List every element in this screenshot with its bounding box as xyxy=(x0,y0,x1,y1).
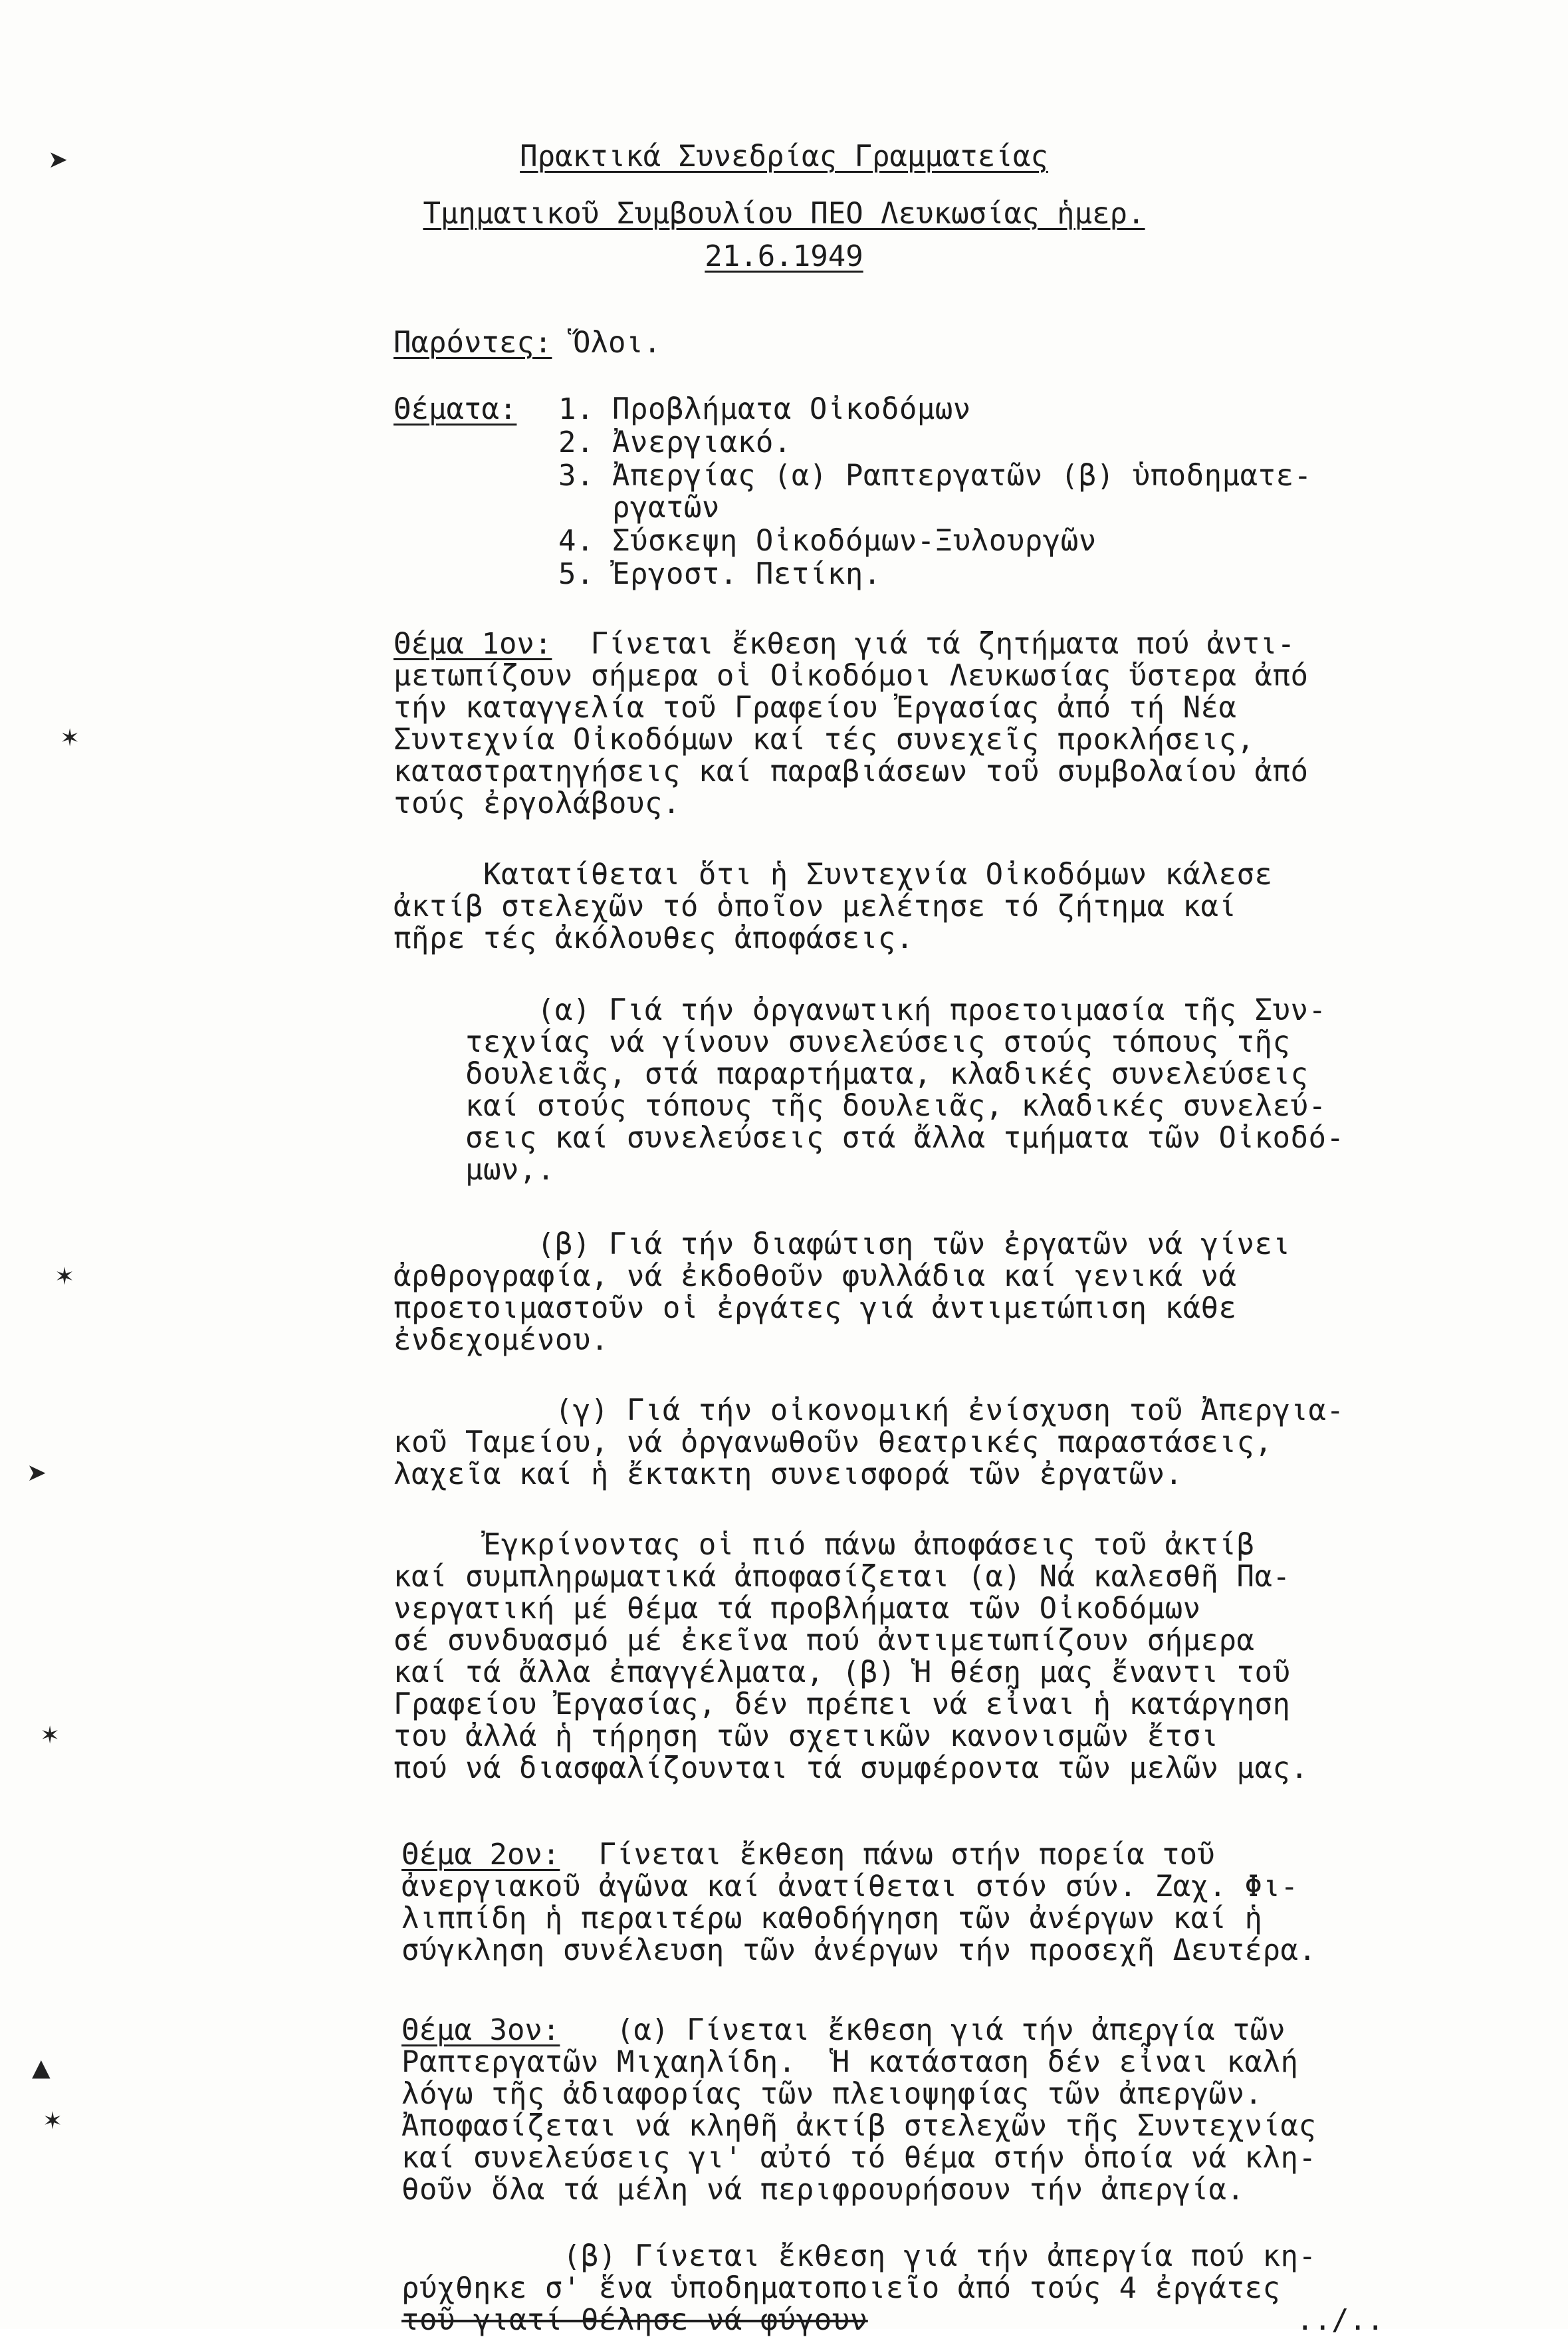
theme1-decision-line: του ἀλλά ἡ τήρηση τῶν σχετικῶν κανονισμῶν ἔτσι xyxy=(393,1719,1219,1753)
theme1-decision-line: Γραφείου Ἐργασίας, δέν πρέπει νά εἶναι ἡ κατάργηση xyxy=(393,1687,1291,1721)
theme1-para-b-line: (β) Γιά τήν διαφώτιση τῶν ἐργατῶν νά γίνει xyxy=(393,1227,1291,1261)
topic-item: 5. Ἐργοστ. Πετίκη. xyxy=(558,557,881,591)
theme1-para2-line: πῆρε τές ἀκόλουθες ἀποφάσεις. xyxy=(393,922,914,955)
theme1-decision-line: Ἐγκρίνοντας οἱ πιό πάνω ἀποφάσεις τοῦ ἀκτίβ xyxy=(393,1528,1255,1562)
theme1-para-a-line: (α) Γιά τήν ὀργανωτική προετοιμασία τῆς Συν- xyxy=(393,993,1327,1027)
topic-item: 2. Ἀνεργιακό. xyxy=(558,426,792,459)
theme1-line: Γίνεται ἔκθεση γιά τά ζητήματα πού ἀντι- xyxy=(573,627,1295,661)
theme2-line: ἀνεργιακοῦ ἀγῶνα καί ἀνατίθεται στόν σύν. Ζαχ. Φι- xyxy=(401,1870,1299,1904)
theme2-line: σύγκληση συνέλευση τῶν ἀνέργων τήν προσεχῆ Δευτέρα. xyxy=(401,1933,1317,1967)
topic-item: 3. Ἀπεργίας (α) Ραπτεργατῶν (β) ὑποδηματε- xyxy=(558,459,1312,493)
theme1-decision-line: πού νά διασφαλίζουνται τά συμφέροντα τῶν μελῶν μας. xyxy=(393,1751,1309,1785)
theme1-para-c-line: κοῦ Ταμείου, νά ὀργανωθοῦν θεατρικές παραστάσεις, xyxy=(393,1425,1273,1459)
theme1-para2-line: Κατατίθεται ὅτι ἡ Συντεχνία Οἰκοδόμων κάλεσε xyxy=(393,858,1273,892)
theme1-para-a-line: τεχνίας νά γίνουν συνελεύσεις στούς τόπους τῆς xyxy=(393,1025,1291,1059)
scan-speck: ✶ xyxy=(43,2108,63,2135)
topics-label: Θέματα: xyxy=(393,392,517,426)
theme3-line: Ραπτεργατῶν Μιχαηλίδη. Ἡ κατάσταση δέν εἶναι καλή xyxy=(401,2045,1299,2079)
scan-speck: ✶ xyxy=(60,725,80,752)
topic-item: 4. Σύσκεψη Οἰκοδόμων-Ξυλουργῶν xyxy=(558,524,1097,558)
struck-out-line: τοῦ γιατί θέλησε νά φύγουν xyxy=(401,2303,868,2337)
theme1-para-c-line: λαχεῖα καί ἡ ἔκτακτη συνεισφορά τῶν ἐργατῶν. xyxy=(393,1457,1183,1491)
theme1-para-c-line: (γ) Γιά τήν οἰκονομική ἐνίσχυση τοῦ Ἀπεργια- xyxy=(393,1394,1345,1427)
theme3-line: λόγω τῆς ἀδιαφορίας τῶν πλειοψηφίας τῶν ἀπεργῶν. xyxy=(401,2077,1263,2111)
theme1-line: Συντεχνία Οἰκοδόμων καί τές συνεχεῖς προκλήσεις, xyxy=(393,723,1255,757)
theme2-line: λιππίδη ἡ περαιτέρω καθοδήγηση τῶν ἀνέργων καί ἡ xyxy=(401,1902,1263,1935)
present-label: Παρόντες: xyxy=(393,326,552,360)
scan-speck: ▲ xyxy=(32,2054,51,2082)
topic-item: 1. Προβλήματα Οἰκοδόμων xyxy=(558,392,971,426)
theme2-label: Θέμα 2ον: xyxy=(401,1838,560,1872)
theme3-para-b-line: ρύχθηκε σ' ἕνα ὑποδηματοποιεῖο ἀπό τούς 4 ἐργάτες xyxy=(401,2271,1281,2305)
theme1-line: τούς ἐργολάβους. xyxy=(393,787,681,820)
theme3-line: θοῦν ὅλα τά μέλη νά περιφρουρήσουν τήν ἀπεργία. xyxy=(401,2173,1245,2207)
header-line-2: Τμηματικοῦ Συμβουλίου ΠΕΟ Λευκωσίας ἡμερ. xyxy=(423,197,1145,231)
theme1-line: τήν καταγγελία τοῦ Γραφείου Ἐργασίας ἀπό τή Νέα xyxy=(393,691,1237,725)
page-continuation-mark: ../.. xyxy=(1296,2303,1385,2337)
theme1-decision-line: σέ συνδυασμό μέ ἐκεῖνα πού ἀντιμετωπίζουν σήμερα xyxy=(393,1624,1255,1658)
present-value: Ὅλοι. xyxy=(573,326,661,360)
theme1-para-a-line: καί στούς τόπους τῆς δουλειᾶς, κλαδικές συνελεύ- xyxy=(393,1089,1327,1123)
theme3-para-b-line: (β) Γίνεται ἔκθεση γιά τήν ἀπεργία πού κη- xyxy=(401,2239,1317,2273)
header-date: 21.6.1949 xyxy=(705,239,863,273)
theme1-para-b-line: ἐνδεχομένου. xyxy=(393,1323,609,1357)
theme3-label: Θέμα 3ον: xyxy=(401,2013,560,2047)
theme1-para-b-line: προετοιμαστοῦν οἱ ἐργάτες γιά ἀντιμετώπιση κάθε xyxy=(393,1291,1237,1325)
topic-item: ργατῶν xyxy=(558,491,720,525)
theme3-line: καί συνελεύσεις γι' αὐτό τό θέμα στήν ὁποία νά κλη- xyxy=(401,2141,1317,2175)
theme1-decision-line: καί τά ἄλλα ἐπαγγέλματα, (β) Ἡ θέση μας ἔναντι τοῦ xyxy=(393,1656,1291,1689)
theme1-decision-line: καί συμπληρωματικά ἀποφασίζεται (α) Νά καλεσθῆ Πα- xyxy=(393,1560,1291,1594)
theme1-line: μετωπίζουν σήμερα οἱ Οἰκοδόμοι Λευκωσίας ὕστερα ἀπό xyxy=(393,659,1309,693)
theme3-line: (α) Γίνεται ἔκθεση γιά τήν ἀπεργία τῶν xyxy=(581,2013,1286,2047)
theme3-line: Ἀποφασίζεται νά κληθῆ ἀκτίβ στελεχῶν τῆς Συντεχνίας xyxy=(401,2109,1317,2143)
theme1-line: καταστρατηγήσεις καί παραβιάσεων τοῦ συμβολαίου ἀπό xyxy=(393,755,1309,789)
theme1-para-b-line: ἀρθρογραφία, νά ἐκδοθοῦν φυλλάδια καί γενικά νά xyxy=(393,1259,1237,1293)
theme1-para-a-line: μων,. xyxy=(393,1153,555,1187)
theme1-para-a-line: σεις καί συνελεύσεις στά ἄλλα τμήματα τῶν Οἰκοδό- xyxy=(393,1121,1345,1155)
header-line-1: Πρακτικά Συνεδρίας Γραμματείας xyxy=(520,140,1048,174)
theme1-decision-line: νεργατική μέ θέμα τά προβλήματα τῶν Οἰκοδόμων xyxy=(393,1592,1201,1626)
theme1-para-a-line: δουλειᾶς, στά παραρτήματα, κλαδικές συνελεύσεις xyxy=(393,1057,1309,1091)
theme2-line: Γίνεται ἔκθεση πάνω στήν πορεία τοῦ xyxy=(581,1838,1215,1872)
theme1-label: Θέμα 1ον: xyxy=(393,627,552,661)
scan-speck: ✶ xyxy=(55,1263,75,1291)
scan-speck: ➤ xyxy=(27,1459,47,1487)
scan-speck: ➤ xyxy=(48,146,68,174)
scan-speck: ✶ xyxy=(40,1722,60,1749)
theme1-para2-line: ἀκτίβ στελεχῶν τό ὁποῖον μελέτησε τό ζήτημα καί xyxy=(393,890,1237,923)
